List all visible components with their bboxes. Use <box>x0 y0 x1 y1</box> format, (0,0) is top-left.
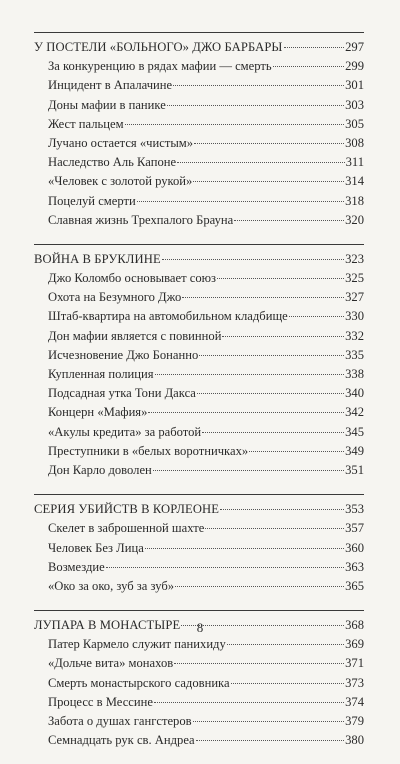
entry-page: 311 <box>345 155 364 170</box>
entry-page: 360 <box>345 540 364 555</box>
entry-page: 357 <box>345 521 364 536</box>
entry-page: 305 <box>345 116 364 131</box>
leader-dots <box>231 683 345 684</box>
toc-entry <box>34 654 364 673</box>
toc-entry <box>34 192 364 211</box>
toc-entry <box>34 674 364 693</box>
leader-dots <box>273 66 344 67</box>
entry-title: Наследство Аль Капоне <box>48 155 177 170</box>
toc-entry <box>34 96 364 115</box>
toc-entry <box>34 172 364 191</box>
leader-dots <box>202 432 344 433</box>
entry-title: Дон мафии является с повинной <box>48 328 222 343</box>
leader-dots <box>182 297 344 298</box>
leader-dots <box>173 85 344 86</box>
page-number: 8 <box>196 620 204 635</box>
leader-dots <box>162 259 344 260</box>
entry-title: Штаб-квартира на автомобильном кладбище <box>48 309 288 324</box>
leader-dots <box>222 336 344 337</box>
leader-dots <box>220 509 344 510</box>
heading-page: 297 <box>345 40 364 54</box>
toc-entry <box>34 577 364 596</box>
entry-page: 342 <box>345 405 364 420</box>
entry-title: «Дольче вита» монахов <box>48 656 174 671</box>
leader-dots <box>249 451 344 452</box>
toc-section-barbara <box>34 32 364 230</box>
toc-entry <box>34 211 364 230</box>
entry-page: 373 <box>345 675 364 690</box>
entry-title: «Акулы кредита» за работой <box>48 424 202 439</box>
leader-dots <box>153 470 344 471</box>
entry-page: 363 <box>345 559 364 574</box>
leader-dots <box>106 567 344 568</box>
heading-title: ЛУПАРА В МОНАСТЫРЕ <box>34 618 181 633</box>
toc-section-corleone <box>34 494 364 596</box>
toc-entry <box>34 558 364 577</box>
leader-dots <box>196 740 344 741</box>
entry-page: 349 <box>345 443 364 458</box>
entry-title: Преступники в «белых воротничках» <box>48 443 249 458</box>
toc-entry <box>34 519 364 538</box>
entry-title: Концерн «Мафия» <box>48 405 148 420</box>
entry-title: Скелет в заброшенной шахте <box>48 521 205 536</box>
entry-page: 320 <box>345 212 364 227</box>
heading-title: У ПОСТЕЛИ «БОЛЬНОГО» ДЖО БАРБАРЫ <box>34 40 283 54</box>
leader-dots <box>197 393 344 394</box>
entry-page: 335 <box>345 347 364 362</box>
entry-page: 303 <box>345 97 364 112</box>
entry-page: 314 <box>345 174 364 189</box>
toc-entry <box>34 153 364 172</box>
toc-section-brooklyn <box>34 244 364 480</box>
entry-title: Поцелуй смерти <box>48 193 136 208</box>
toc-entry <box>34 134 364 153</box>
entry-page: 345 <box>345 424 364 439</box>
section-heading <box>34 38 364 57</box>
toc-entry <box>34 365 364 384</box>
leader-dots <box>125 124 345 125</box>
entry-title: Подсадная утка Тони Дакса <box>48 386 196 401</box>
toc-entry <box>34 327 364 346</box>
toc-entry <box>34 423 364 442</box>
leader-dots <box>137 201 344 202</box>
entry-page: 299 <box>345 59 364 74</box>
entry-title: Джо Коломбо основывает союз <box>48 271 217 286</box>
entry-page: 380 <box>345 733 364 748</box>
heading-page: 323 <box>345 251 364 266</box>
heading-page: 353 <box>345 502 364 517</box>
toc-entry <box>34 731 364 750</box>
leader-dots <box>194 143 344 144</box>
entry-title: Патер Кармело служит панихиду <box>48 637 226 652</box>
toc-entry <box>34 635 364 654</box>
entry-title: Смерть монастырского садовника <box>48 675 230 690</box>
leader-dots <box>284 47 345 48</box>
entry-title: За конкуренцию в рядах мафии — смерть <box>48 59 272 74</box>
entry-title: Доны мафии в панике <box>48 97 166 112</box>
entry-page: 338 <box>345 367 364 381</box>
toc-entry <box>34 403 364 422</box>
leader-dots <box>154 702 344 703</box>
entry-title: Процесс в Мессине <box>48 694 153 709</box>
heading-title: ВОЙНА В БРУКЛИНЕ <box>34 251 161 266</box>
entry-page: 374 <box>345 694 364 709</box>
entry-title: Семнадцать рук св. Андреа <box>48 733 195 748</box>
entry-page: 365 <box>345 578 364 593</box>
entry-page: 308 <box>345 135 364 150</box>
toc-entry <box>34 115 364 134</box>
entry-page: 330 <box>345 309 364 324</box>
leader-dots <box>289 316 344 317</box>
entry-title: Исчезновение Джо Бонанно <box>48 347 199 362</box>
toc-entry <box>34 461 364 480</box>
leader-dots <box>217 278 344 279</box>
toc-entry <box>34 57 364 76</box>
heading-title: СЕРИЯ УБИЙСТВ В КОРЛЕОНЕ <box>34 502 220 517</box>
entry-page: 332 <box>345 328 364 343</box>
toc-entry <box>34 269 364 288</box>
toc-entry <box>34 539 364 558</box>
entry-title: Лучано остается «чистым» <box>48 135 194 150</box>
entry-title: Славная жизнь Трехпалого Брауна <box>48 212 234 227</box>
entry-title: Человек Без Лица <box>48 540 144 555</box>
entry-title: Жест пальцем <box>48 116 124 131</box>
leader-dots <box>193 721 345 722</box>
toc-entry <box>34 693 364 712</box>
leader-dots <box>227 644 344 645</box>
entry-page: 325 <box>345 271 364 286</box>
toc-entry <box>34 76 364 95</box>
entry-page: 318 <box>345 193 364 208</box>
entry-title: Забота о душах гангстеров <box>48 714 192 728</box>
leader-dots <box>205 528 344 529</box>
entry-title: Дон Карло доволен <box>48 462 152 477</box>
leader-dots <box>234 220 344 221</box>
leader-dots <box>155 374 345 375</box>
entry-page: 340 <box>345 386 364 401</box>
entry-title: Возмездие <box>48 559 105 574</box>
entry-title: Охота на Безумного Джо <box>48 290 182 305</box>
entry-title: «Око за око, зуб за зуб» <box>48 578 175 593</box>
leader-dots <box>177 162 344 163</box>
leader-dots <box>167 105 344 106</box>
entry-page: 379 <box>345 714 364 728</box>
toc-entry <box>34 346 364 365</box>
leader-dots <box>175 586 344 587</box>
section-heading <box>34 500 364 519</box>
section-heading <box>34 250 364 269</box>
entry-page: 301 <box>345 78 364 93</box>
toc-entry <box>34 307 364 326</box>
entry-page: 371 <box>345 656 364 671</box>
entry-title: «Человек с золотой рукой» <box>48 174 193 189</box>
leader-dots <box>148 412 344 413</box>
toc-entry <box>34 384 364 403</box>
toc-entry <box>34 442 364 461</box>
toc-entry <box>34 712 364 731</box>
entry-title: Купленная полиция <box>48 367 154 381</box>
leader-dots <box>199 355 344 356</box>
leader-dots <box>145 548 344 549</box>
heading-page: 368 <box>345 618 364 633</box>
leader-dots <box>193 181 344 182</box>
toc-entry <box>34 288 364 307</box>
entry-page: 369 <box>345 637 364 652</box>
entry-page: 351 <box>345 462 364 477</box>
entry-page: 327 <box>345 290 364 305</box>
table-of-contents <box>34 32 364 764</box>
entry-title: Инцидент в Апалачине <box>48 78 173 93</box>
